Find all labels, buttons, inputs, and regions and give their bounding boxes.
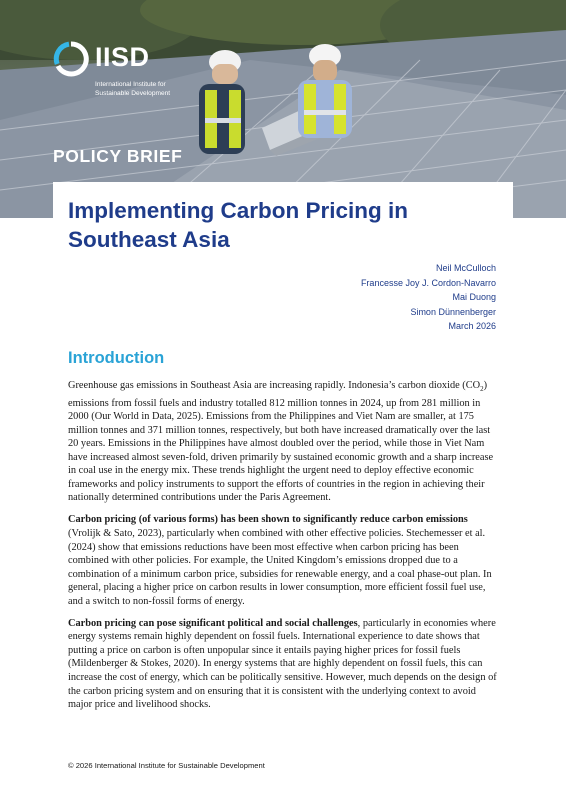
- logo-subtitle: International Institute for Sustainable Development: [95, 81, 171, 97]
- paragraph: Carbon pricing (of various forms) has been shown to significantly reduce carbon emissions (Vrolijk & Sato, 2023), particularly when combined with other effective policies. Stechemesser et al. (2024) show that emissions reductions have been most effective when carbon pricing has been combined with other policies. For example, the United Kingdom’s emissions dropped due to a combination of a minimum carbon price, subsidies for renewable energy, and a coal phase-out plan. In general, placing a higher price on carbon results in lower consumption, more efficient fossil fuel use, and a switch to non-fossil forms of energy.: [68, 514, 492, 607]
- paragraph: Greenhouse gas emissions in Southeast Asia are increasing rapidly. Indonesia’s carbon dioxide $(CO_2)$ emissions from fossil fuels and industry totalled 812 million tonnes in 2024, up from 281 million in 2000 (Our World in Data, 2025). Emissions from the Philippines and Viet Nam are smaller, at 175 million tonnes and 371 million tonnes, respectively, but both have increased dramatically over the last 20 years. Emissions in the Philippines have almost doubled over the period, while those in Viet Nam have increased almost seven-fold, driven primarily by sustained economic growth and a sharp increase in coal use in the energy mix. These trends highlight the urgent need to deploy effective economic frameworks and policy instruments to support the efforts of countries in the region in achieving their nationally determined contributions under the Paris Agreement.: [68, 380, 494, 504]
- iisd-ring-icon: [53, 41, 89, 77]
- copyright-footer: © 2026 International Institute for Sustainable Development: [68, 761, 265, 770]
- logo-wordmark: IISD: [95, 42, 150, 72]
- author-name: Mai Duong: [452, 292, 496, 302]
- paragraph-lead: Carbon pricing can pose significant political and social challenges: [68, 617, 358, 629]
- subscript: 2: [480, 385, 484, 394]
- document-type-label: POLICY BRIEF: [53, 146, 183, 166]
- publication-date: March 2026: [448, 321, 496, 331]
- body-text: [68, 379, 500, 720]
- paragraph-lead: Carbon pricing (of various forms) has been shown to significantly reduce carbon emissions: [68, 514, 468, 526]
- section-heading-introduction: Introduction: [68, 349, 165, 367]
- document-title: Implementing Carbon Pricing in Southeast Asia: [68, 198, 409, 252]
- author-name: Simon Dünnenberger: [410, 306, 496, 317]
- author-list: [361, 261, 496, 334]
- paragraph: Carbon pricing can pose significant political and social challenges, particularly in economies where energy systems remain highly dependent on fossil fuels. International experience to date shows that putting a price on carbon is often unpopular since it entails paying higher prices for fossil fuels (Mildenberger & Stokes, 2020). In energy systems that are highly dependent on fossil fuels, this can increase the cost of energy, which can be politically sensitive. However, much depends on the design of the carbon pricing system and on ensuring that it is consistent with the underlying context to avoid major price and livelihood shocks.: [68, 617, 497, 711]
- author-name: Francesse Joy J. Cordon-Navarro: [360, 277, 496, 288]
- author-name: Neil McCulloch: [435, 263, 496, 273]
- iisd-logo[interactable]: [53, 40, 193, 96]
